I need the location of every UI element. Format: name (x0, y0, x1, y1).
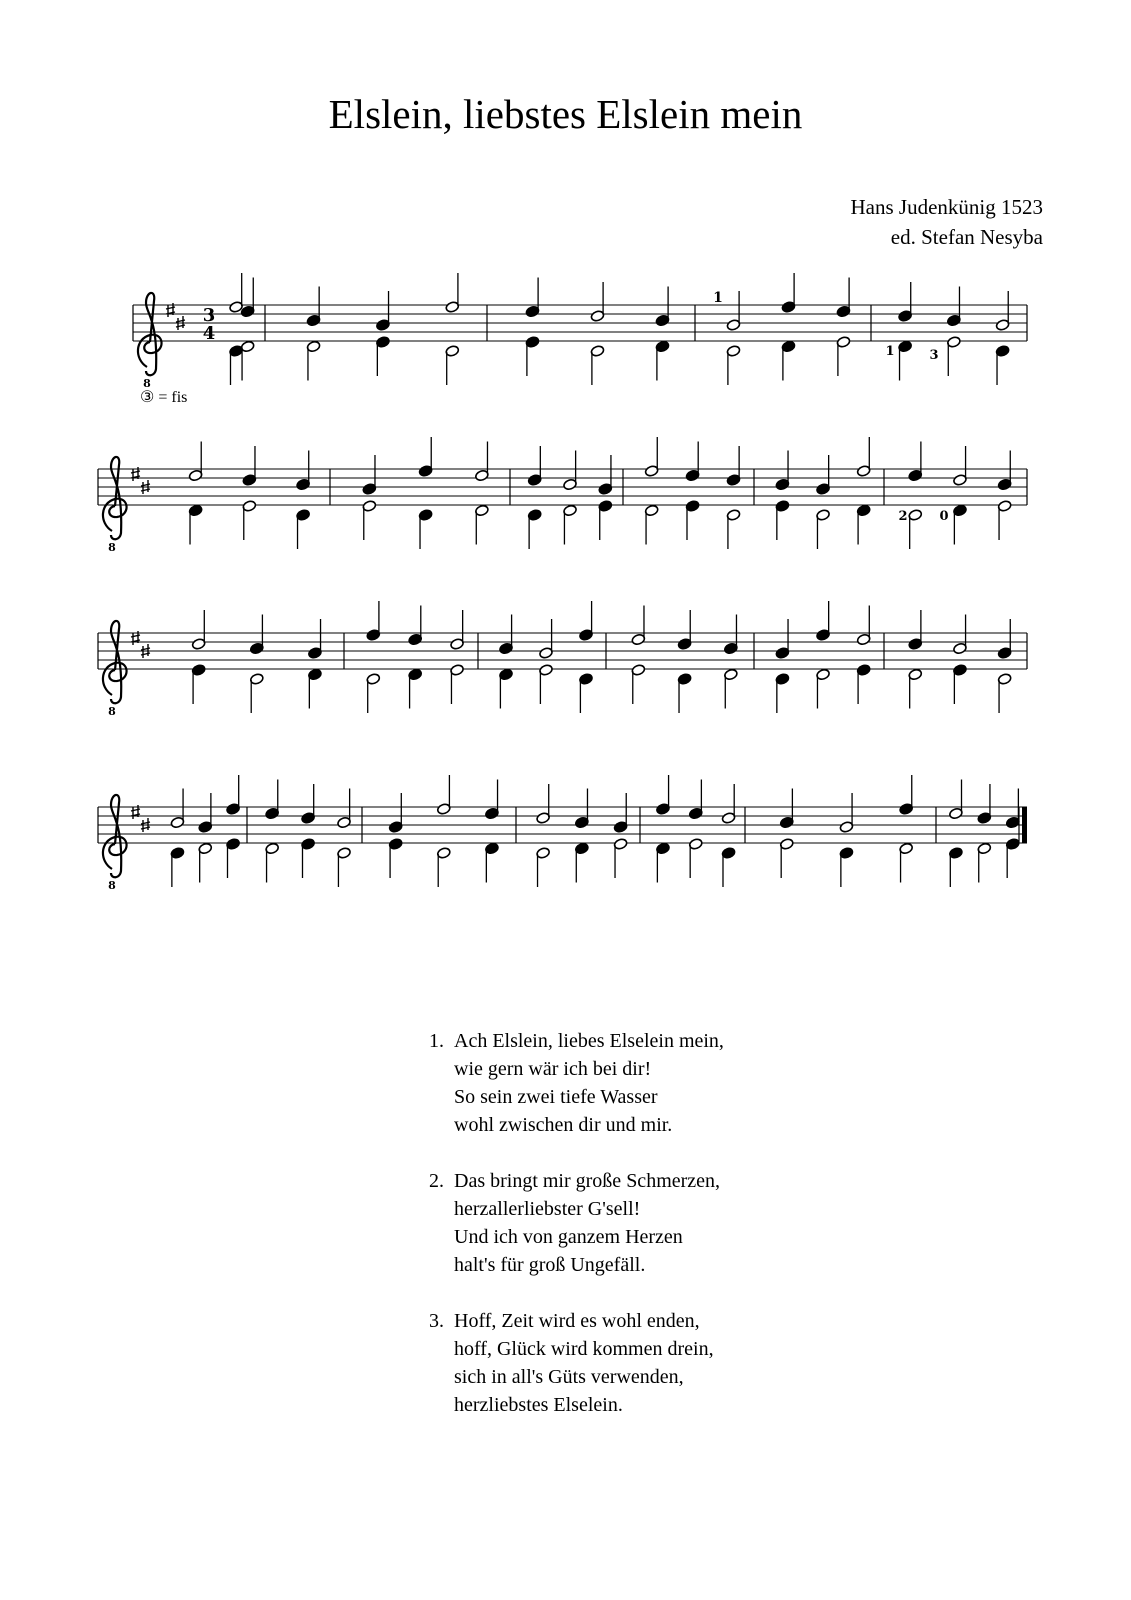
verse-line: hoff, Glück wird kommen drein, (454, 1338, 714, 1360)
verse-line: Ach Elslein, liebes Elselein mein, (454, 1030, 724, 1052)
verse-line: wie gern wär ich bei dir! (454, 1058, 652, 1080)
verse-2 (429, 1167, 724, 1279)
verse-line: Hoff, Zeit wird es wohl enden, (454, 1310, 700, 1332)
editor: ed. Stefan Nesyba (890, 225, 1043, 249)
clef-octave-mark: 8 (143, 377, 151, 390)
fingering-number: 1 (713, 290, 723, 306)
verse-number: 3. (429, 1310, 444, 1332)
fingering-number: 0 (939, 509, 949, 524)
verse-line: Und ich von ganzem Herzen (454, 1226, 683, 1248)
tuning-note: ③ = fis (140, 389, 188, 406)
fingering-number: 1 (885, 344, 895, 359)
clef-octave-mark: 8 (108, 541, 116, 554)
clef-octave-mark: 8 (108, 705, 116, 718)
verse-line: herzallerliebster G'sell! (454, 1198, 641, 1220)
time-signature-top: 3 (202, 305, 216, 326)
page-title: Elslein, liebstes Elslein mein (328, 91, 803, 137)
verse-line: wohl zwischen dir und mir. (454, 1114, 673, 1136)
fingering-number: 3 (929, 348, 939, 363)
verse-line: Das bringt mir große Schmerzen, (454, 1170, 721, 1192)
verse-line: halt's für groß Ungefäll. (454, 1254, 646, 1276)
final-barline (1022, 807, 1027, 843)
verse-line: herzliebstes Elselein. (454, 1394, 623, 1416)
verse-number: 2. (429, 1170, 444, 1192)
verse-number: 1. (429, 1030, 444, 1052)
fingering-number: 2 (898, 509, 908, 524)
lyrics (429, 1027, 724, 1447)
verse-1 (429, 1027, 724, 1139)
verse-line: sich in all's Güts verwenden, (454, 1366, 684, 1388)
clef-octave-mark: 8 (108, 879, 116, 892)
verse-3 (429, 1307, 724, 1419)
composer: Hans Judenkünig 1523 (850, 195, 1043, 219)
verse-line: So sein zwei tiefe Wasser (454, 1086, 658, 1108)
time-signature-bottom: 4 (202, 323, 216, 344)
